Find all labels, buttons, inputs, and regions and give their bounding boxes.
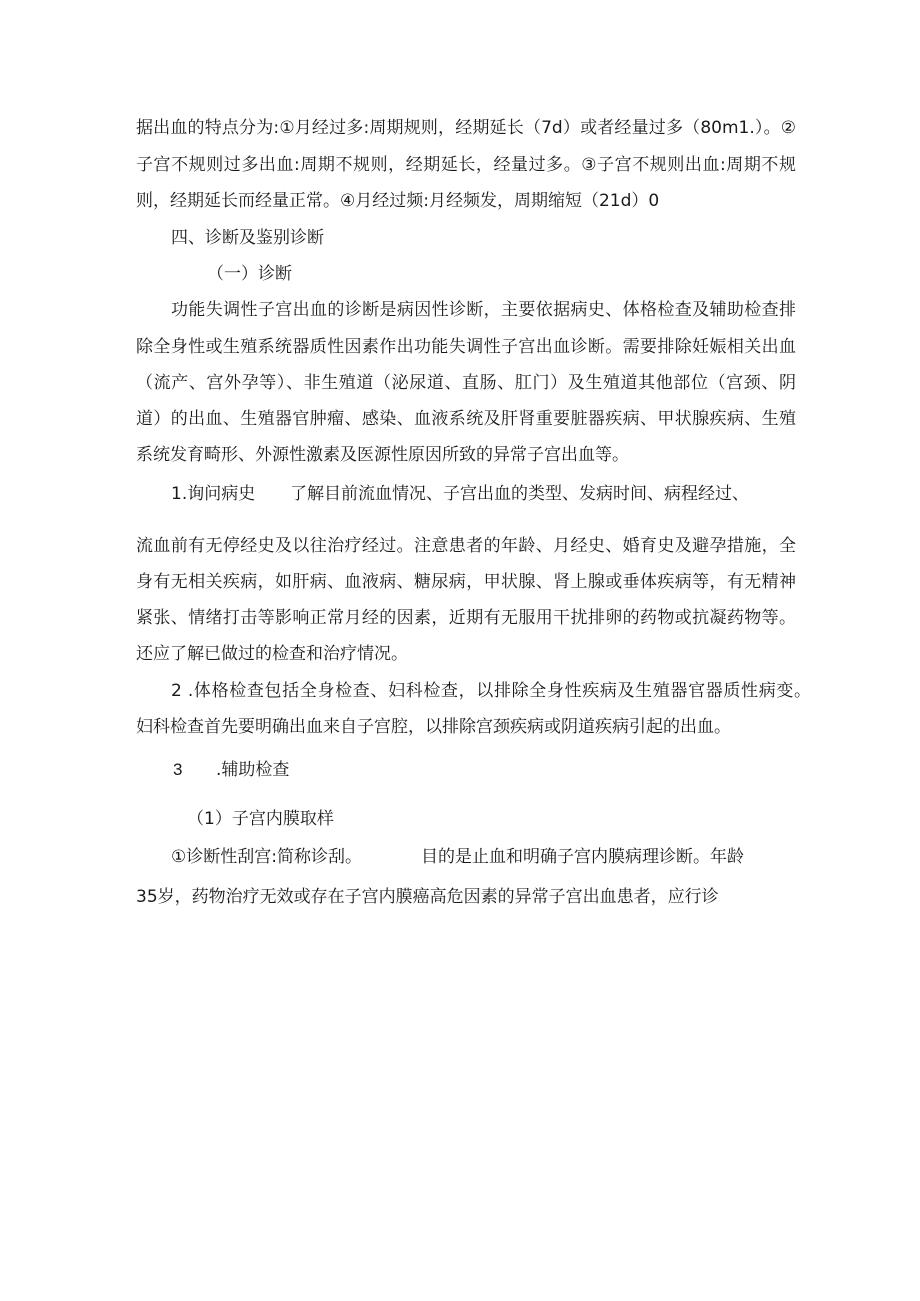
paragraph-2-line-2: 除全身性或生殖系统器质性因素作出功能失调性子宫出血诊断。需要排除妊娠相关出血 [136, 337, 796, 357]
paragraph-3-line-1: 流血前有无停经史及以往治疗经过。注意患者的年龄、月经史、婚育史及避孕措施，全 [136, 536, 796, 556]
section-heading: 四、诊断及鉴别诊断 [171, 228, 324, 248]
paragraph-2-line-5: 系统发育畸形、外源性激素及医源性原因所致的异常子宫出血等。 [136, 445, 629, 465]
item-3-number: 3 [173, 760, 183, 779]
paragraph-3-line-3: 紧张、情绪打击等影响正常月经的因素，近期有无服用干扰排卵的药物或抗凝药物等。 [136, 608, 796, 628]
paragraph-2-line-1: 功能失调性子宫出血的诊断是病因性诊断，主要依据病史、体格检查及辅助检查排 [171, 300, 796, 320]
paragraph-4: 35岁，药物治疗无效或存在子宫内膜癌高危因素的异常子宫出血患者，应行诊 [136, 887, 719, 907]
item-3-label: .辅助检查 [216, 760, 290, 780]
paragraph-1-line-3: 则，经期延长而经量正常。④月经过频:月经频发，周期缩短（21d）0 [136, 191, 660, 211]
subsection-heading: （一）诊断 [207, 264, 292, 284]
item-1-text: 了解目前流血情况、子宫出血的类型、发病时间、病程经过、 [290, 484, 749, 504]
paragraph-1-line-2: 子宫不规则过多出血:周期不规则，经期延长，经量过多。③子宫不规则出血:周期不规 [136, 155, 796, 175]
paragraph-2-line-3: （流产、宫外孕等）、非生殖道（泌尿道、直肠、肛门）及生殖道其他部位（宫颈、阴 [136, 373, 796, 393]
item-2-line-2: 妇科检查首先要明确出血来自子宫腔，以排除宫颈疾病或阴道疾病引起的出血。 [136, 717, 731, 737]
sub-item-1-a-text: 目的是止血和明确子宫内膜病理诊断。年龄 [421, 847, 744, 867]
paragraph-1-line-1: 据出血的特点分为:①月经过多:周期规则，经期延长（7d）或者经量过多（80m1.）。② [136, 118, 796, 138]
paragraph-3-line-4: 还应了解已做过的检查和治疗情况。 [136, 644, 408, 664]
paragraph-2-line-4: 道）的出血、生殖器官肿瘤、感染、血液系统及肝肾重要脏器疾病、甲状腺疾病、生殖 [136, 409, 796, 429]
item-1-label: 1.询问病史 [171, 484, 256, 504]
sub-item-1: （1）子宫内膜取样 [187, 809, 334, 829]
sub-item-1-a-label: ①诊断性刮宫:简称诊刮。 [171, 847, 362, 867]
item-2-line-1: 2 .体格检查包括全身检查、妇科检查，以排除全身性疾病及生殖器官器质性病变。 [171, 681, 811, 701]
paragraph-3-line-2: 身有无相关疾病，如肝病、血液病、糖尿病，甲状腺、肾上腺或垂体疾病等，有无精神 [136, 572, 796, 592]
